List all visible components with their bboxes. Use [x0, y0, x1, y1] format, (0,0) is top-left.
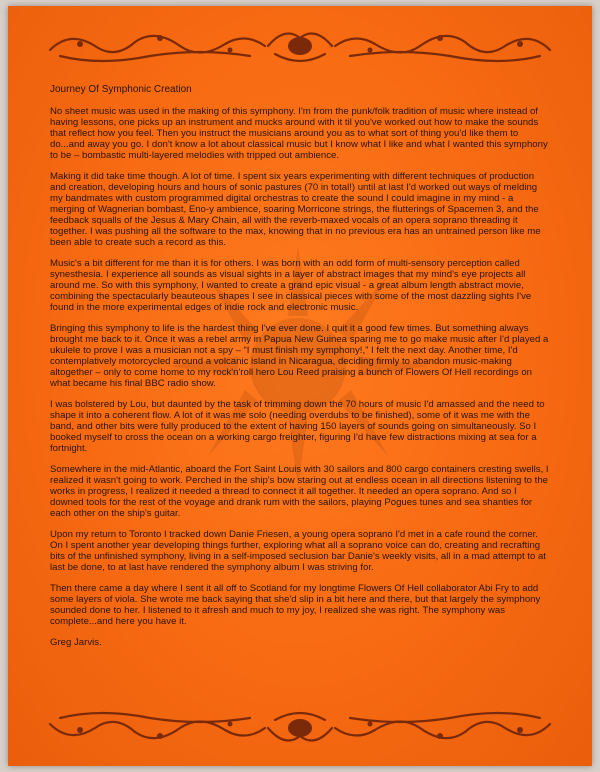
letter-body [50, 84, 550, 658]
signature: Greg Jarvis. [50, 637, 102, 648]
paragraph: No sheet music was used in the making of this symphony. I'm from the punk/folk tradition of music where instead of having lessons, one picks up an instrument and mucks around with it til you've worked out how to make the sounds that reflect how you feel. Then you instruct the musicians around you as to what sort of thing you'd like them to do...and away you go. I don't know a lot about classical music but I know what I like and what I wanted this symphony to be – bombastic multi-layered melodies with tripped out ambience. [50, 106, 548, 161]
paragraph: Somewhere in the mid-Atlantic, aboard the Fort Saint Louis with 30 sailors and 800 cargo containers cresting swells, I realized it wasn't going to work. Perched in the ship's bow staring out at endless ocean in all directions listening to the works in progress, I realized it needed a thread to connect it all together. It needed an opera soprano. And so I downed tools for the rest of the voyage and drank rum with the sailors, playing Pogues tunes and sea shanties for each other on the ship's guitar. [50, 464, 549, 519]
paragraph: Bringing this symphony to life is the hardest thing I've ever done. I quit it a good few times. But something always brought me back to it. Once it was a rebel army in Papua New Guinea sparing me to go make music after I'd played a ukulele to prove I was a musician not a spy – “I must finish my symphony!,” I felt the next day. Another time, I'd contemplatively motorcycled around a volcanic island in Nicaragua, deciding firmly to abandon music-making altogether – only to come home to my rock'n'roll hero Lou Reed praising a bunch of Flowers Of Hell recordings on what became his final BBC radio show. [50, 323, 549, 389]
document-page [8, 6, 592, 766]
paragraph: Then there came a day where I sent it all off to Scotland for my longtime Flowers Of Hell collaborator Abi Fry to add some layers of viola. She wrote me back saying that she'd slip in a bit here and there, but that largely the symphony sounded done to her. I listened to it afresh and much to my joy, I realized she was right. The symphony was complete...and here you have it. [50, 583, 541, 627]
document-title: Journey Of Symphonic Creation [50, 84, 192, 95]
top-ornament-icon [40, 20, 560, 72]
paragraph: I was bolstered by Lou, but daunted by the task of trimming down the 70 hours of music I'd amassed and the need to shape it into a coherent flow. A lot of it was me solo (needing overdubs to be finished), some of it was me with the band, and other bits were fully produced to the extent of having 150 layers of sounds going on simultaneously. So I booked myself to cross the ocean on a working cargo freighter, figuring I'd have few distractions mixing at sea for a fortnight. [50, 399, 545, 454]
paragraph: Making it did take time though. A lot of time. I spent six years experimenting with different techniques of production and creation, developing hours and hours of sonic pastures (70 in total!) until at last I'd worked out ways of melding my bandmates with custom programmed digital orchestras to create the sound I could imagine in my mind - a merging of Wagnerian bombast, Eno-y ambience, soaring Morricone strings, the flutterings of Spacemen 3, and the feedback squalls of the Jesus & Mary Chain, all with the reverb-maxed vocals of an opera soprano threading it together. I was pushing all the software to the max, knowing that in no previous era has an untrained person like me been able to create such a record as this. [50, 171, 541, 248]
paragraph: Upon my return to Toronto I tracked down Danie Friesen, a young opera soprano I'd met in a cafe round the corner. On I spent another year developing things further, exploring what all a soprano voice can do, creating and recrafting bits of the unfinished symphony, living in a self-imposed seclusion bar Danie's weekly visits, all in a mad attempt to at last be done, to at last have rendered the symphony album I was striving for. [50, 529, 546, 573]
paragraph: Music's a bit different for me than it is for others. I was born with an odd form of multi-sensory perception called synesthesia. I experience all sounds as visual sights in a layer of abstract images that my mind's eye projects all around me. So with this symphony, I wanted to create a grand epic visual - a great album length abstract movie, combining the spectacularly beauteous shapes I see in classical pieces with some of the most dazzling sights I've found in the more experimental edges of indie rock and electronic music. [50, 258, 532, 313]
bottom-ornament-icon [40, 702, 560, 754]
